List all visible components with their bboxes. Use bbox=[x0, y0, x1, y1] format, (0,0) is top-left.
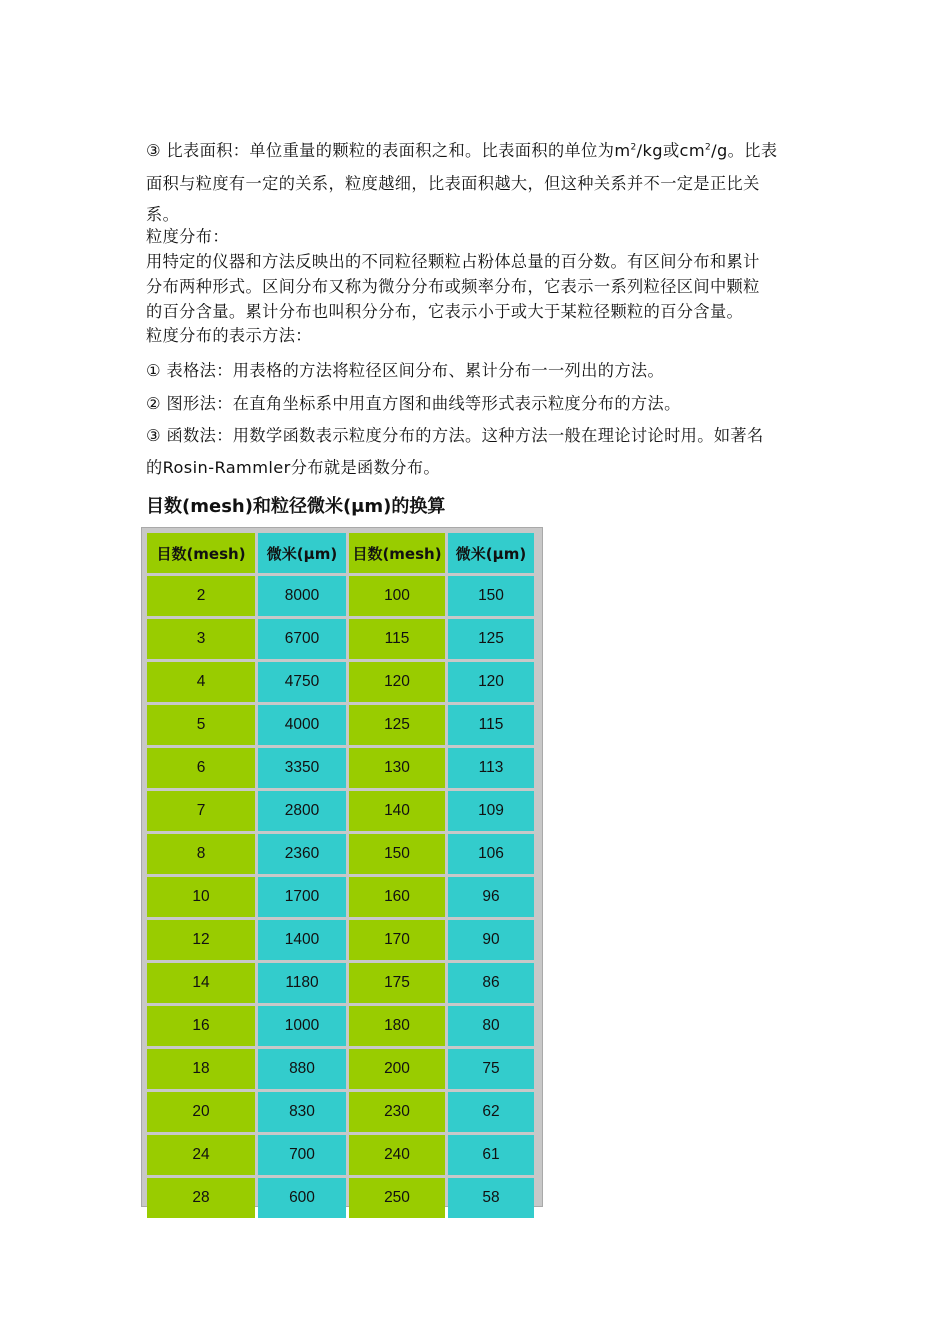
micron-cell: 8000 bbox=[258, 576, 346, 616]
table-row bbox=[147, 1135, 534, 1175]
micron-cell: 2800 bbox=[258, 791, 346, 831]
mesh-cell: 10 bbox=[147, 877, 255, 917]
micron-cell: 3350 bbox=[258, 748, 346, 788]
method-function-line-2: 的Rosin-Rammler分布就是函数分布。 bbox=[146, 458, 440, 477]
header-micron: 微米(μm) bbox=[258, 533, 346, 573]
micron-cell: 86 bbox=[448, 963, 534, 1003]
mesh-cell: 120 bbox=[349, 662, 445, 702]
micron-cell: 2360 bbox=[258, 834, 346, 874]
distribution-title: 粒度分布： bbox=[146, 227, 229, 246]
micron-cell: 58 bbox=[448, 1178, 534, 1218]
mesh-cell: 160 bbox=[349, 877, 445, 917]
header-mesh: 目数(mesh) bbox=[349, 533, 445, 573]
micron-cell: 115 bbox=[448, 705, 534, 745]
micron-cell: 90 bbox=[448, 920, 534, 960]
mesh-cell: 8 bbox=[147, 834, 255, 874]
specific-surface-line-1 bbox=[146, 137, 777, 161]
section-heading: 目数(mesh)和粒径微米(μm)的换算 bbox=[146, 496, 446, 517]
micron-cell: 4000 bbox=[258, 705, 346, 745]
superscript: 2 bbox=[630, 142, 637, 153]
table-header-row bbox=[147, 533, 534, 573]
conversion-table-frame bbox=[141, 527, 543, 1207]
micron-cell: 62 bbox=[448, 1092, 534, 1132]
method-table-item: ① 表格法：用表格的方法将粒径区间分布、累计分布一一列出的方法。 bbox=[146, 361, 665, 380]
micron-cell: 600 bbox=[258, 1178, 346, 1218]
text-segment: /g。比表 bbox=[711, 141, 778, 160]
mesh-cell: 3 bbox=[147, 619, 255, 659]
table-row bbox=[147, 576, 534, 616]
mesh-cell: 18 bbox=[147, 1049, 255, 1089]
specific-surface-line-2: 面积与粒度有一定的关系，粒度越细，比表面积越大，但这种关系并不一定是正比关 bbox=[146, 174, 760, 193]
specific-surface-line-3: 系。 bbox=[146, 205, 180, 224]
micron-cell: 96 bbox=[448, 877, 534, 917]
micron-cell: 106 bbox=[448, 834, 534, 874]
table-row bbox=[147, 963, 534, 1003]
mesh-cell: 7 bbox=[147, 791, 255, 831]
micron-cell: 80 bbox=[448, 1006, 534, 1046]
method-function-line-1: ③ 函数法：用数学函数表示粒度分布的方法。这种方法一般在理论讨论时用。如著名 bbox=[146, 426, 764, 445]
micron-cell: 61 bbox=[448, 1135, 534, 1175]
mesh-cell: 14 bbox=[147, 963, 255, 1003]
micron-cell: 75 bbox=[448, 1049, 534, 1089]
micron-cell: 880 bbox=[258, 1049, 346, 1089]
mesh-cell: 170 bbox=[349, 920, 445, 960]
table-row bbox=[147, 791, 534, 831]
mesh-cell: 140 bbox=[349, 791, 445, 831]
distribution-line-2: 分布两种形式。区间分布又称为微分分布或频率分布，它表示一系列粒径区间中颗粒 bbox=[146, 277, 760, 296]
mesh-cell: 2 bbox=[147, 576, 255, 616]
mesh-cell: 24 bbox=[147, 1135, 255, 1175]
mesh-cell: 6 bbox=[147, 748, 255, 788]
micron-cell: 1180 bbox=[258, 963, 346, 1003]
distribution-line-3: 的百分含量。累计分布也叫积分分布，它表示小于或大于某粒径颗粒的百分含量。 bbox=[146, 302, 744, 321]
micron-cell: 1400 bbox=[258, 920, 346, 960]
mesh-cell: 250 bbox=[349, 1178, 445, 1218]
distribution-line-1: 用特定的仪器和方法反映出的不同粒径颗粒占粉体总量的百分数。有区间分布和累计 bbox=[146, 252, 760, 271]
table-body bbox=[147, 576, 534, 1218]
table-row bbox=[147, 662, 534, 702]
mesh-cell: 230 bbox=[349, 1092, 445, 1132]
mesh-micron-table bbox=[144, 530, 537, 1221]
mesh-cell: 4 bbox=[147, 662, 255, 702]
mesh-cell: 28 bbox=[147, 1178, 255, 1218]
table-row bbox=[147, 920, 534, 960]
table-row bbox=[147, 1049, 534, 1089]
micron-cell: 700 bbox=[258, 1135, 346, 1175]
table-row bbox=[147, 748, 534, 788]
micron-cell: 1000 bbox=[258, 1006, 346, 1046]
table-row bbox=[147, 1092, 534, 1132]
mesh-cell: 100 bbox=[349, 576, 445, 616]
mesh-cell: 16 bbox=[147, 1006, 255, 1046]
method-graph-item: ② 图形法：在直角坐标系中用直方图和曲线等形式表示粒度分布的方法。 bbox=[146, 394, 681, 413]
text-segment: ③ 比表面积：单位重量的颗粒的表面积之和。比表面积的单位为m bbox=[146, 141, 631, 160]
table-row bbox=[147, 1178, 534, 1218]
table-row bbox=[147, 705, 534, 745]
table-row bbox=[147, 619, 534, 659]
mesh-cell: 175 bbox=[349, 963, 445, 1003]
mesh-cell: 240 bbox=[349, 1135, 445, 1175]
header-micron: 微米(μm) bbox=[448, 533, 534, 573]
table-row bbox=[147, 1006, 534, 1046]
mesh-cell: 5 bbox=[147, 705, 255, 745]
micron-cell: 1700 bbox=[258, 877, 346, 917]
mesh-cell: 130 bbox=[349, 748, 445, 788]
mesh-cell: 125 bbox=[349, 705, 445, 745]
mesh-cell: 150 bbox=[349, 834, 445, 874]
table-row bbox=[147, 877, 534, 917]
mesh-cell: 180 bbox=[349, 1006, 445, 1046]
table-row bbox=[147, 834, 534, 874]
micron-cell: 109 bbox=[448, 791, 534, 831]
header-mesh: 目数(mesh) bbox=[147, 533, 255, 573]
micron-cell: 6700 bbox=[258, 619, 346, 659]
micron-cell: 4750 bbox=[258, 662, 346, 702]
mesh-cell: 20 bbox=[147, 1092, 255, 1132]
micron-cell: 120 bbox=[448, 662, 534, 702]
mesh-cell: 200 bbox=[349, 1049, 445, 1089]
micron-cell: 125 bbox=[448, 619, 534, 659]
mesh-cell: 12 bbox=[147, 920, 255, 960]
text-segment: /kg或cm bbox=[636, 141, 705, 160]
representation-title: 粒度分布的表示方法： bbox=[146, 326, 312, 345]
micron-cell: 150 bbox=[448, 576, 534, 616]
superscript: 2 bbox=[705, 142, 712, 153]
mesh-cell: 115 bbox=[349, 619, 445, 659]
micron-cell: 830 bbox=[258, 1092, 346, 1132]
micron-cell: 113 bbox=[448, 748, 534, 788]
